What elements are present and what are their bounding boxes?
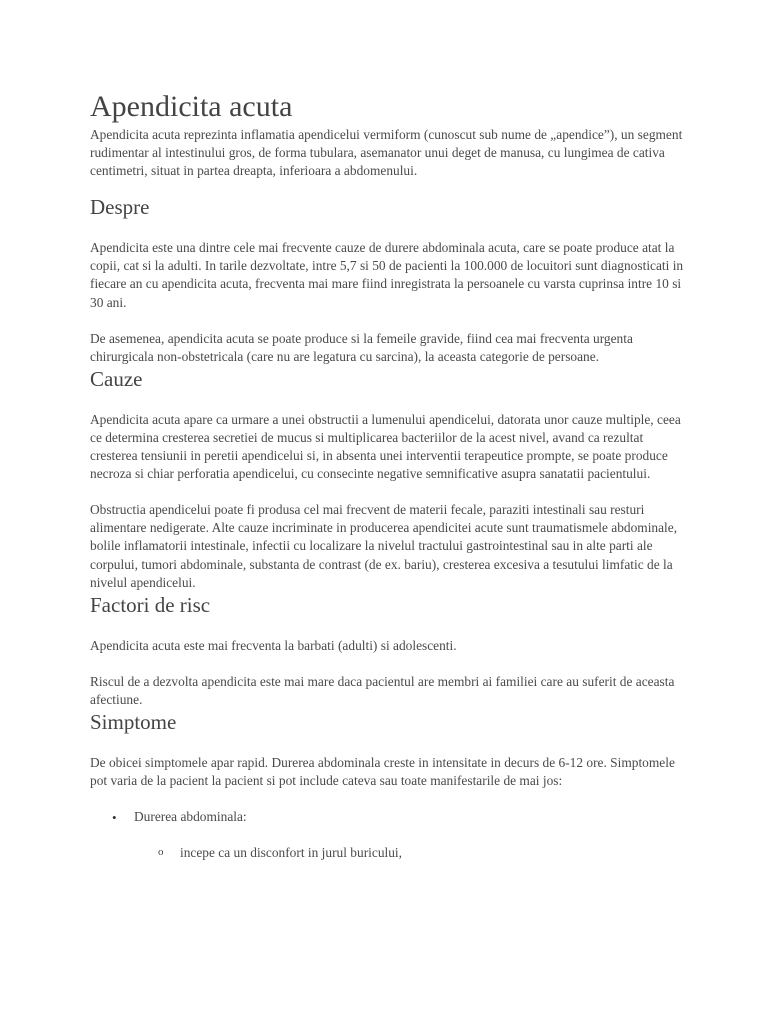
intro-paragraph: Apendicita acuta reprezinta inflamatia apendicelui vermiform (cunoscut sub nume de „apendice”), un segment rudimentar al intestinului gros, de forma tubulara, asemanator unui deget de manusa, cu lungimea de cativa centimetri, situat in partea dreapta, inferioara a abdomenului.	[90, 127, 683, 179]
simptome-paragraph-1: De obicei simptomele apar rapid. Durerea abdominala creste in intensitate in decurs de 6-12 ore. Simptomele pot varia de la pacient la pacient si pot include cateva sau toate manifestarile de mai jos:	[90, 754, 675, 789]
list-item-label: Durerea abdominala:	[134, 809, 247, 825]
heading-cauze: Cauze	[90, 366, 143, 391]
symptom-sublist	[134, 844, 688, 862]
factori-paragraph-2: Riscul de a dezvolta apendicita este mai mare daca pacientul are membri ai familiei care au suferit de aceasta afectiune.	[90, 673, 675, 707]
despre-paragraph-2: De asemenea, apendicita acuta se poate produce si la femeile gravide, fiind cea mai frecventa urgenta chirurgicala non-obstetricala (care nu are legatura cu sarcina), la aceasta categorie de persoane.	[90, 330, 633, 364]
heading-factori-de-risc: Factori de risc	[90, 592, 211, 617]
despre-paragraph-1: Apendicita este una dintre cele mai frecvente cauze de durere abdominala acuta, care se poate produce atat la copii, cat si la adulti. In tarile dezvoltate, intre 5,7 si 50 de pacienti la 100.000 de locuitori sunt diagnosticati in fiecare an cu apendicita acuta, frecventa mai mare fiind inregistrata la persoanele cu varsta cuprinsa intre 10 si 30 ani.	[90, 240, 684, 310]
bullet-icon: •	[112, 810, 117, 826]
cauze-paragraph-1: Apendicita acuta apare ca urmare a unei obstructii a lumenului apendicelui, datorata unor cauze multiple, ceea ce determina cresterea secretiei de mucus si multiplicarea bacteriilor de la acest nivel, avand ca rezultat cresterea tensiunii in peretii apendicelui si, in absenta unei interventii terapeutice prompte, se poate produce necroza si chiar perforatia apendicelui, cu consecinte negative semnificative asupra sanatatii pacientului.	[90, 411, 681, 482]
list-item	[90, 808, 688, 862]
document-title: Apendicita acuta	[90, 90, 293, 123]
heading-despre: Despre	[90, 195, 150, 220]
sublist-item	[90, 844, 688, 862]
heading-simptome: Simptome	[90, 709, 177, 734]
circle-bullet-icon: o	[158, 846, 164, 859]
factori-paragraph-1: Apendicita acuta este mai frecventa la barbati (adulti) si adolescenti.	[90, 637, 457, 653]
cauze-paragraph-2: Obstructia apendicelui poate fi produsa cel mai frecvent de materii fecale, paraziti intestinali sau resturi alimentare nedigerate. Alte cauze incriminate in producerea apendicitei acute sunt traumatismele abdominale, bolile inflamatorii intestinale, infectii cu localizare la nivelul tractului gastrointestinal sau in alte parti ale corpului, tumori abdominale, substanta de contrast (de ex. bariu), cresterea excesiva a tesutului limfatic de la nivelul apendicelui.	[90, 502, 678, 590]
symptom-list	[90, 808, 688, 862]
sublist-item-label: incepe ca un disconfort in jurul buricului,	[180, 845, 402, 861]
